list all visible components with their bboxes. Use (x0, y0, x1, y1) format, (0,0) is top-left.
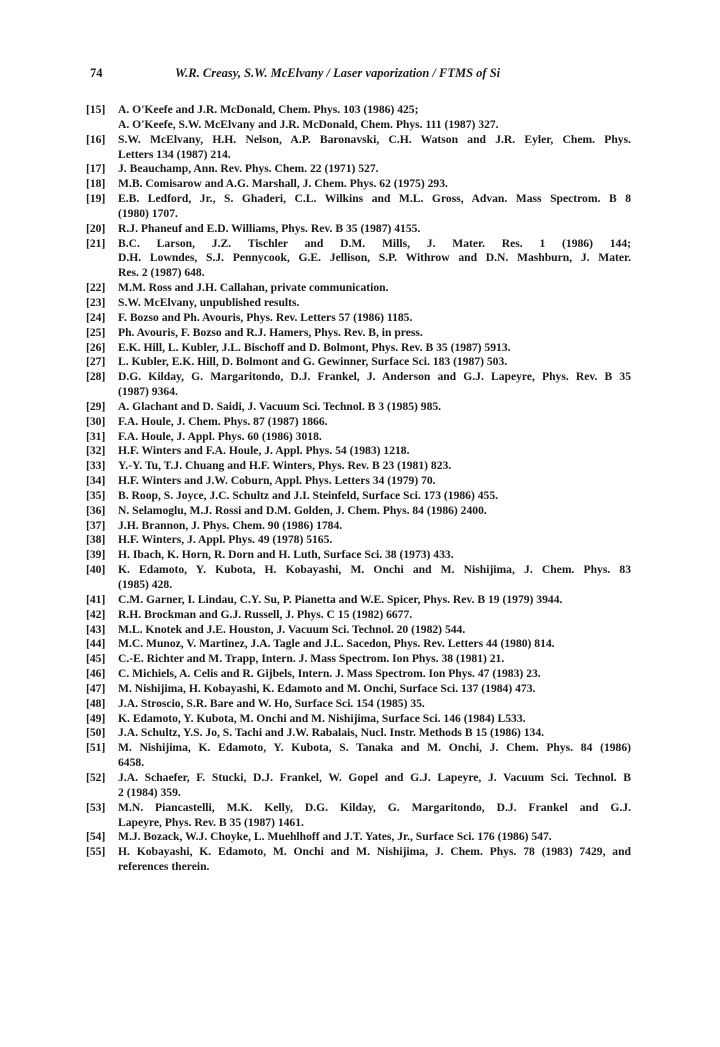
reference-entry (86, 593, 631, 608)
reference-text (118, 415, 631, 430)
reference-number: [23] (86, 295, 106, 309)
reference-text (118, 326, 631, 341)
reference-entry (86, 311, 631, 326)
reference-line: C.-E. Richter and M. Trapp, Intern. J. Mass Spectrom. Ion Phys. 38 (1981) 21. (118, 652, 505, 666)
reference-entry (86, 519, 631, 534)
reference-text (118, 474, 631, 489)
reference-number: [40] (86, 563, 106, 577)
reference-entry (86, 608, 631, 623)
reference-entry (86, 281, 631, 296)
reference-line: 2 (1984) 359. (118, 785, 181, 799)
reference-line: D.H. Lowndes, S.J. Pennycook, G.E. Jellison, S.P. Withrow and D.N. Mashburn, J. Mater. (118, 251, 631, 265)
reference-text (118, 712, 631, 727)
reference-line: R.H. Brockman and G.J. Russell, J. Phys. C 15 (1982) 6677. (118, 607, 413, 621)
reference-line: L. Kubler, E.K. Hill, D. Bolmont and G. Gewinner, Surface Sci. 183 (1987) 503. (118, 355, 508, 369)
page-number: 74 (90, 66, 103, 80)
reference-text (118, 296, 631, 311)
reference-number: [54] (86, 830, 106, 844)
reference-number: [50] (86, 726, 106, 740)
reference-list (86, 103, 631, 875)
reference-line: Lapeyre, Phys. Rev. B 35 (1987) 1461. (118, 815, 304, 829)
reference-entry (86, 667, 631, 682)
reference-number: [41] (86, 592, 106, 606)
reference-number: [27] (86, 355, 106, 369)
reference-text (118, 533, 631, 548)
reference-line: references therein. (118, 860, 210, 874)
reference-number: [26] (86, 340, 106, 354)
reference-text (118, 459, 631, 474)
reference-text (118, 726, 631, 741)
reference-line: H. Kobayashi, K. Edamoto, M. Onchi and M. Nishijima, J. Chem. Phys. 78 (1983) 7429, and (118, 845, 631, 859)
reference-number: [24] (86, 310, 106, 324)
reference-number: [33] (86, 459, 106, 473)
reference-entry (86, 326, 631, 341)
reference-text (118, 489, 631, 504)
reference-line: B.C. Larson, J.Z. Tischler and D.M. Mills, J. Mater. Res. 1 (1986) 144; (118, 236, 631, 250)
reference-text (118, 608, 631, 623)
reference-text (118, 237, 631, 282)
reference-entry (86, 712, 631, 727)
reference-entry (86, 296, 631, 311)
reference-entry (86, 444, 631, 459)
reference-number: [32] (86, 444, 106, 458)
reference-text (118, 637, 631, 652)
reference-text (118, 311, 631, 326)
reference-number: [37] (86, 518, 106, 532)
reference-line: A. Glachant and D. Saidi, J. Vacuum Sci. Technol. B 3 (1985) 985. (118, 399, 442, 413)
reference-text (118, 845, 631, 875)
reference-number: [21] (86, 236, 106, 250)
reference-line: Res. 2 (1987) 648. (118, 266, 205, 280)
reference-line: M.B. Comisarow and A.G. Marshall, J. Chem. Phys. 62 (1975) 293. (118, 177, 448, 191)
reference-line: M. Nishijima, K. Edamoto, Y. Kubota, S. Tanaka and M. Onchi, J. Chem. Phys. 84 (1986) (118, 741, 631, 755)
reference-number: [48] (86, 696, 106, 710)
reference-line: E.B. Ledford, Jr., S. Ghaderi, C.L. Wilkins and M.L. Gross, Advan. Mass Spectrom. B 8 (118, 192, 631, 206)
running-title: W.R. Creasy, S.W. McElvany / Laser vaporization / FTMS of Si (175, 66, 501, 80)
reference-entry (86, 415, 631, 430)
reference-entry (86, 563, 631, 593)
reference-line: Y.-Y. Tu, T.J. Chuang and H.F. Winters, Phys. Rev. B 23 (1981) 823. (118, 459, 452, 473)
reference-entry (86, 489, 631, 504)
reference-line: F.A. Houle, J. Appl. Phys. 60 (1986) 3018. (118, 429, 322, 443)
reference-line: A. O'Keefe and J.R. McDonald, Chem. Phys. 103 (1986) 425; (118, 103, 419, 116)
reference-entry (86, 726, 631, 741)
reference-line: M.N. Piancastelli, M.K. Kelly, D.G. Kilday, G. Margaritondo, D.J. Frankel and G.J. (118, 800, 631, 814)
reference-line: (1980) 1707. (118, 206, 178, 220)
reference-entry (86, 103, 631, 133)
reference-line: A. O'Keefe, S.W. McElvany and J.R. McDonald, Chem. Phys. 111 (1987) 327. (118, 117, 499, 131)
reference-entry (86, 548, 631, 563)
reference-line: J.A. Schultz, Y.S. Jo, S. Tachi and J.W. Rabalais, Nucl. Instr. Methods B 15 (1986) 134. (118, 726, 545, 740)
reference-entry (86, 370, 631, 400)
reference-number: [30] (86, 414, 106, 428)
reference-number: [25] (86, 325, 106, 339)
reference-entry (86, 533, 631, 548)
reference-line: M.L. Knotek and J.E. Houston, J. Vacuum Sci. Technol. 20 (1982) 544. (118, 622, 466, 636)
reference-text (118, 355, 631, 370)
reference-text (118, 370, 631, 400)
reference-text (118, 192, 631, 222)
reference-text (118, 682, 631, 697)
reference-line: H.F. Winters, J. Appl. Phys. 49 (1978) 5165. (118, 533, 333, 547)
reference-entry (86, 133, 631, 163)
reference-text (118, 519, 631, 534)
reference-line: K. Edamoto, Y. Kubota, M. Onchi and M. Nishijima, Surface Sci. 146 (1984) L533. (118, 711, 526, 725)
reference-line: (1987) 9364. (118, 385, 178, 399)
reference-entry (86, 474, 631, 489)
reference-entry (86, 652, 631, 667)
reference-line: E.K. Hill, L. Kubler, J.L. Bischoff and D. Bolmont, Phys. Rev. B 35 (1987) 5913. (118, 340, 511, 354)
reference-number: [20] (86, 221, 106, 235)
reference-line: M.J. Bozack, W.J. Choyke, L. Muehlhoff and J.T. Yates, Jr., Surface Sci. 176 (1986) 547. (118, 830, 552, 844)
reference-number: [47] (86, 681, 106, 695)
reference-text (118, 504, 631, 519)
reference-line: Ph. Avouris, F. Bozso and R.J. Hamers, Phys. Rev. B, in press. (118, 325, 423, 339)
reference-entry (86, 504, 631, 519)
reference-entry (86, 801, 631, 831)
reference-text (118, 400, 631, 415)
reference-number: [55] (86, 845, 106, 859)
reference-number: [19] (86, 192, 106, 206)
reference-line: M. Nishijima, H. Kobayashi, K. Edamoto and M. Onchi, Surface Sci. 137 (1984) 473. (118, 681, 536, 695)
reference-entry (86, 430, 631, 445)
reference-entry (86, 830, 631, 845)
reference-text (118, 593, 631, 608)
reference-text (118, 771, 631, 801)
reference-text (118, 103, 631, 133)
reference-line: N. Selamoglu, M.J. Rossi and D.M. Golden, J. Chem. Phys. 84 (1986) 2400. (118, 503, 487, 517)
reference-line: J. Beauchamp, Ann. Rev. Phys. Chem. 22 (1971) 527. (118, 162, 379, 176)
reference-number: [17] (86, 162, 106, 176)
reference-text (118, 697, 631, 712)
reference-entry (86, 192, 631, 222)
reference-number: [34] (86, 474, 106, 488)
reference-number: [15] (86, 103, 106, 116)
reference-number: [42] (86, 607, 106, 621)
reference-entry (86, 845, 631, 875)
reference-text (118, 741, 631, 771)
reference-entry (86, 400, 631, 415)
reference-text (118, 177, 631, 192)
reference-number: [38] (86, 533, 106, 547)
reference-line: S.W. McElvany, unpublished results. (118, 295, 300, 309)
reference-text (118, 652, 631, 667)
reference-entry (86, 355, 631, 370)
reference-line: J.A. Schaefer, F. Stucki, D.J. Frankel, W. Gopel and G.J. Lapeyre, J. Vacuum Sci. Technol. B (118, 770, 631, 784)
reference-entry (86, 222, 631, 237)
reference-entry (86, 637, 631, 652)
reference-number: [16] (86, 132, 106, 146)
reference-entry (86, 682, 631, 697)
reference-entry (86, 177, 631, 192)
reference-text (118, 801, 631, 831)
reference-entry (86, 741, 631, 771)
reference-line: M.M. Ross and J.H. Callahan, private communication. (118, 281, 389, 295)
reference-number: [29] (86, 399, 106, 413)
reference-number: [35] (86, 488, 106, 502)
reference-number: [43] (86, 622, 106, 636)
reference-number: [52] (86, 770, 106, 784)
reference-text (118, 830, 631, 845)
reference-entry (86, 623, 631, 638)
reference-entry (86, 771, 631, 801)
reference-number: [31] (86, 429, 106, 443)
reference-text (118, 444, 631, 459)
reference-line: R.J. Phaneuf and E.D. Williams, Phys. Rev. B 35 (1987) 4155. (118, 221, 421, 235)
reference-line: Letters 134 (1987) 214. (118, 147, 231, 161)
reference-number: [39] (86, 548, 106, 562)
reference-number: [49] (86, 711, 106, 725)
reference-text (118, 341, 631, 356)
reference-line: 6458. (118, 756, 145, 770)
reference-entry (86, 341, 631, 356)
reference-line: D.G. Kilday, G. Margaritondo, D.J. Frankel, J. Anderson and G.J. Lapeyre, Phys. Rev. B 35 (118, 370, 631, 384)
reference-line: S.W. McElvany, H.H. Nelson, A.P. Baronavski, C.H. Watson and J.R. Eyler, Chem. Phys. (118, 132, 631, 146)
reference-entry (86, 697, 631, 712)
reference-entry (86, 459, 631, 474)
reference-number: [46] (86, 667, 106, 681)
reference-number: [36] (86, 503, 106, 517)
reference-entry (86, 237, 631, 282)
reference-text (118, 281, 631, 296)
reference-entry (86, 162, 631, 177)
reference-line: F. Bozso and Ph. Avouris, Phys. Rev. Letters 57 (1986) 1185. (118, 310, 413, 324)
reference-number: [45] (86, 652, 106, 666)
reference-text (118, 623, 631, 638)
reference-number: [44] (86, 637, 106, 651)
reference-line: H.F. Winters and J.W. Coburn, Appl. Phys. Letters 34 (1979) 70. (118, 474, 436, 488)
reference-line: K. Edamoto, Y. Kubota, H. Kobayashi, M. Onchi and M. Nishijima, J. Chem. Phys. 83 (118, 563, 631, 577)
reference-line: M.C. Munoz, V. Martinez, J.A. Tagle and J.L. Sacedon, Phys. Rev. Letters 44 (1980) 814. (118, 637, 555, 651)
reference-line: H.F. Winters and F.A. Houle, J. Appl. Phys. 54 (1983) 1218. (118, 444, 410, 458)
reference-number: [18] (86, 177, 106, 191)
reference-number: [53] (86, 800, 106, 814)
reference-line: B. Roop, S. Joyce, J.C. Schultz and J.I. Steinfeld, Surface Sci. 173 (1986) 455. (118, 488, 499, 502)
reference-text (118, 667, 631, 682)
reference-text (118, 548, 631, 563)
reference-text (118, 563, 631, 593)
reference-text (118, 430, 631, 445)
reference-line: J.H. Brannon, J. Phys. Chem. 90 (1986) 1784. (118, 518, 343, 532)
reference-line: (1985) 428. (118, 578, 173, 591)
reference-number: [51] (86, 741, 106, 755)
reference-text (118, 133, 631, 163)
reference-number: [28] (86, 370, 106, 384)
reference-text (118, 222, 631, 237)
running-header (90, 66, 630, 84)
reference-number: [22] (86, 281, 106, 295)
reference-line: H. Ibach, K. Horn, R. Dorn and H. Luth, Surface Sci. 38 (1973) 433. (118, 548, 454, 562)
reference-text (118, 162, 631, 177)
reference-line: F.A. Houle, J. Chem. Phys. 87 (1987) 1866. (118, 414, 328, 428)
reference-line: C.M. Garner, I. Lindau, C.Y. Su, P. Pianetta and W.E. Spicer, Phys. Rev. B 19 (1979) 3944. (118, 592, 563, 606)
reference-line: C. Michiels, A. Celis and R. Gijbels, Intern. J. Mass Spectrom. Ion Phys. 47 (1983) 23. (118, 667, 541, 681)
reference-line: J.A. Stroscio, S.R. Bare and W. Ho, Surface Sci. 154 (1985) 35. (118, 696, 425, 710)
